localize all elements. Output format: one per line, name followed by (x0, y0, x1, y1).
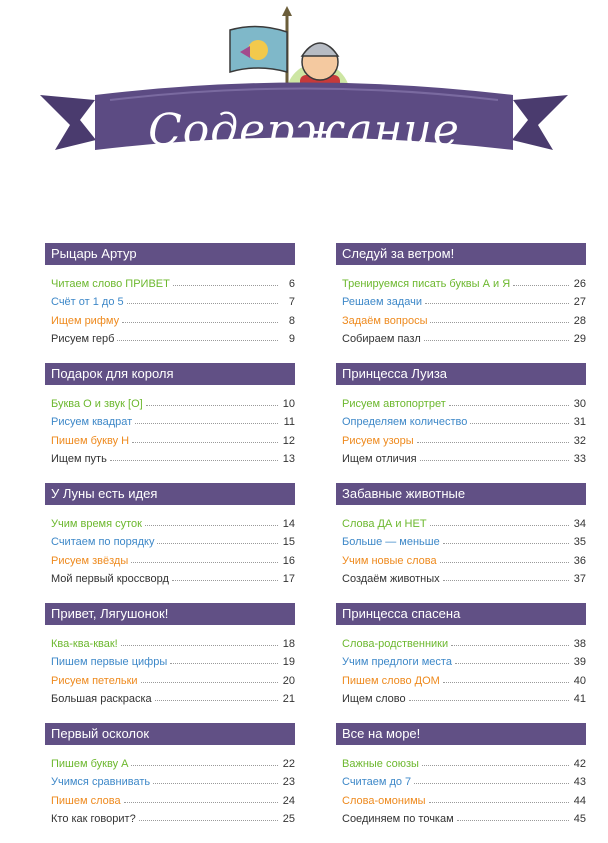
toc-item (336, 668, 586, 687)
dot-leader (417, 442, 569, 443)
dot-leader (172, 580, 278, 581)
dot-leader (409, 700, 569, 701)
section-header: Рыцарь Артур (45, 243, 295, 265)
dot-leader (146, 405, 278, 406)
dot-leader (122, 322, 278, 323)
toc-item-page: 25 (282, 813, 295, 825)
toc-item-label: Рисуем узоры (342, 434, 414, 447)
toc-item-page: 23 (282, 776, 295, 788)
toc-section (45, 603, 295, 705)
dot-leader (127, 303, 278, 304)
toc-item-label: Рисуем квадрат (51, 416, 133, 428)
toc-item-label: Кто как говорит? (51, 813, 136, 825)
toc-item-page: 44 (573, 794, 586, 807)
dot-leader (170, 663, 278, 664)
dot-leader (449, 405, 569, 406)
dot-leader (513, 285, 569, 286)
toc-item-page: 24 (282, 794, 295, 807)
toc-item (45, 548, 295, 567)
toc-item-label: Читаем слово ПРИВЕТ (51, 277, 170, 290)
dot-leader (470, 423, 569, 424)
toc-item-page: 19 (282, 656, 295, 668)
toc-item-label: Больше — меньше (342, 536, 440, 548)
toc-item (336, 807, 586, 826)
toc-item-label: Учимся сравнивать (51, 776, 151, 788)
toc-item-label: Создаём животных (342, 573, 440, 585)
section-header: Забавные животные (336, 483, 586, 505)
dot-leader (420, 460, 569, 461)
dot-leader (135, 423, 278, 424)
toc-item (336, 548, 586, 567)
toc-item-page: 6 (288, 277, 295, 290)
toc-item-label: Задаём вопросы (342, 314, 428, 327)
toc-item (336, 410, 586, 429)
toc-item-page: 14 (282, 517, 295, 530)
dot-leader (117, 340, 278, 341)
toc-item-page: 13 (282, 453, 295, 465)
toc-item-label: Соединяем по точкам (342, 813, 454, 825)
toc-item-label: Важные союзы (342, 757, 419, 770)
dot-leader (153, 783, 278, 784)
toc-item (336, 631, 586, 650)
toc-item (45, 650, 295, 669)
section-header: Принцесса Луиза (336, 363, 586, 385)
dot-leader (440, 562, 569, 563)
toc-item-page: 12 (282, 434, 295, 447)
dot-leader (422, 765, 569, 766)
toc-item (45, 511, 295, 530)
toc-item (336, 447, 586, 466)
toc-item-page: 10 (282, 397, 295, 410)
section-header: У Луны есть идея (45, 483, 295, 505)
toc-item (45, 631, 295, 650)
toc-section (45, 723, 295, 825)
toc-item (336, 428, 586, 447)
toc-section (336, 243, 586, 345)
toc-item-label: Пишем первые цифры (51, 656, 168, 668)
toc-item-page: 22 (282, 757, 295, 770)
toc-item-label: Пишем букву А (51, 757, 129, 770)
toc-item-page: 39 (573, 656, 586, 668)
dot-leader (451, 645, 569, 646)
toc-item-label: Учим время суток (51, 517, 142, 530)
toc-item (45, 687, 295, 706)
dot-leader (424, 340, 569, 341)
toc-column-left (45, 243, 295, 843)
toc-section (45, 243, 295, 345)
toc-item (45, 447, 295, 466)
toc-item-page: 18 (282, 637, 295, 650)
dot-leader (155, 700, 278, 701)
dot-leader (141, 682, 278, 683)
section-header: Привет, Лягушонок! (45, 603, 295, 625)
dot-leader (132, 442, 278, 443)
toc-section (336, 363, 586, 465)
toc-item (45, 290, 295, 309)
dot-leader (430, 322, 569, 323)
toc-item (45, 770, 295, 789)
toc-item-page: 40 (573, 674, 586, 687)
dot-leader (414, 783, 569, 784)
toc-item (45, 751, 295, 770)
toc-item-label: Слова ДА и НЕТ (342, 517, 427, 530)
toc-item-page: 29 (573, 333, 586, 345)
toc-item-label: Собираем пазл (342, 333, 421, 345)
toc-item-page: 20 (282, 674, 295, 687)
toc-item-label: Ква-ква-квак! (51, 637, 118, 650)
toc-section (336, 483, 586, 585)
dot-leader (110, 460, 278, 461)
toc-item-label: Пишем слова (51, 794, 121, 807)
dot-leader (443, 543, 569, 544)
toc-column-right (336, 243, 586, 843)
toc-item (45, 530, 295, 549)
toc-item-page: 45 (573, 813, 586, 825)
toc-item (336, 308, 586, 327)
toc-item-page: 17 (282, 573, 295, 585)
dot-leader (131, 562, 278, 563)
toc-item-page: 42 (573, 757, 586, 770)
section-header: Следуй за ветром! (336, 243, 586, 265)
toc-item-page: 35 (573, 536, 586, 548)
toc-item (45, 668, 295, 687)
dot-leader (457, 820, 569, 821)
toc-item-page: 16 (282, 554, 295, 567)
page-title: Содержание (148, 105, 460, 156)
toc-item-page: 34 (573, 517, 586, 530)
toc-item (336, 650, 586, 669)
toc-section (336, 603, 586, 705)
toc-item-page: 21 (282, 693, 295, 705)
toc-item-label: Рисуем герб (51, 333, 115, 345)
toc-item-page: 7 (288, 296, 295, 308)
toc-item-label: Мой первый кроссворд (51, 573, 169, 585)
toc-item (336, 770, 586, 789)
toc-item (336, 290, 586, 309)
toc-item-page: 8 (288, 314, 295, 327)
toc-item-label: Большая раскраска (51, 693, 152, 705)
toc-item-page: 43 (573, 776, 586, 788)
toc-item-label: Определяем количество (342, 416, 468, 428)
toc-item (45, 807, 295, 826)
toc-item-label: Ищем отличия (342, 453, 417, 465)
toc-item-page: 41 (573, 693, 586, 705)
toc-item-page: 32 (573, 434, 586, 447)
toc-item (336, 567, 586, 586)
toc-item-page: 30 (573, 397, 586, 410)
toc-item-page: 37 (573, 573, 586, 585)
toc-item (45, 391, 295, 410)
toc-item (45, 410, 295, 429)
toc-item-label: Решаем задачи (342, 296, 422, 308)
toc-item-label: Считаем по порядку (51, 536, 155, 548)
toc-item-label: Учим предлоги места (342, 656, 452, 668)
toc-item (45, 428, 295, 447)
toc-item-label: Пишем слово ДОМ (342, 674, 440, 687)
section-header: Первый осколок (45, 723, 295, 745)
toc-item (45, 788, 295, 807)
toc-item-label: Рисуем петельки (51, 674, 138, 687)
toc-item (336, 391, 586, 410)
toc-item-label: Рисуем автопортрет (342, 397, 446, 410)
toc-item-label: Тренируемся писать буквы А и Я (342, 277, 511, 290)
toc-item-label: Учим новые слова (342, 554, 437, 567)
toc-item-label: Ищем путь (51, 453, 107, 465)
dot-leader (145, 525, 278, 526)
dot-leader (121, 645, 278, 646)
toc-item-label: Ищем слово (342, 693, 406, 705)
toc-item-label: Счёт от 1 до 5 (51, 296, 124, 308)
toc-item (336, 511, 586, 530)
toc-item-page: 26 (573, 277, 586, 290)
dot-leader (139, 820, 278, 821)
toc-item (336, 751, 586, 770)
toc-item (336, 687, 586, 706)
toc-section (45, 363, 295, 465)
section-header: Принцесса спасена (336, 603, 586, 625)
toc-item-label: Буква О и звук [О] (51, 397, 143, 410)
toc-item-page: 15 (282, 536, 295, 548)
toc-item-page: 36 (573, 554, 586, 567)
toc-item-label: Пишем букву Н (51, 434, 130, 447)
toc-item (45, 271, 295, 290)
toc-item-label: Слова-родственники (342, 637, 449, 650)
toc-section (336, 723, 586, 825)
toc-item-page: 33 (573, 453, 586, 465)
toc-item (45, 567, 295, 586)
toc-item-label: Рисуем звёзды (51, 554, 129, 567)
toc-item-page: 31 (573, 416, 586, 428)
dot-leader (425, 303, 569, 304)
dot-leader (157, 543, 278, 544)
section-header: Подарок для короля (45, 363, 295, 385)
toc-section (45, 483, 295, 585)
toc-item-label: Ищем рифму (51, 314, 120, 327)
toc-item (45, 327, 295, 346)
dot-leader (173, 285, 278, 286)
toc-item-label: Слова-омонимы (342, 794, 426, 807)
dot-leader (443, 580, 569, 581)
toc-item (336, 530, 586, 549)
dot-leader (455, 663, 569, 664)
toc-item-page: 27 (573, 296, 586, 308)
toc-item-page: 11 (283, 416, 295, 428)
toc-item (45, 308, 295, 327)
toc-item (336, 788, 586, 807)
dot-leader (430, 525, 569, 526)
toc-item-page: 9 (288, 333, 295, 345)
toc-item (336, 271, 586, 290)
toc-item-page: 38 (573, 637, 586, 650)
toc-item-label: Считаем до 7 (342, 776, 412, 788)
section-header: Все на море! (336, 723, 586, 745)
toc-item (336, 327, 586, 346)
dot-leader (443, 682, 569, 683)
dot-leader (131, 765, 278, 766)
toc-item-page: 28 (573, 314, 586, 327)
